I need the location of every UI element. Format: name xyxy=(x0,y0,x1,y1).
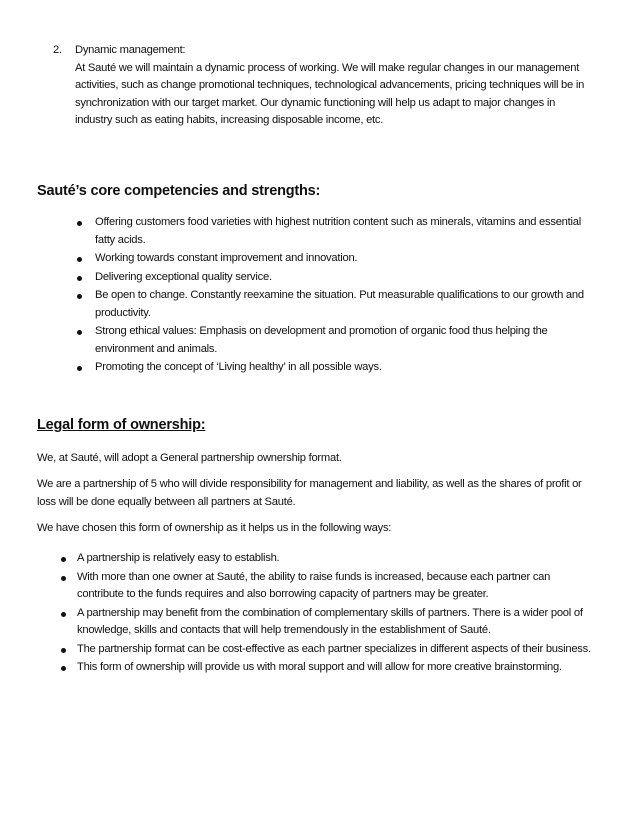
list-item xyxy=(75,269,595,287)
bullet-icon xyxy=(77,257,82,262)
list-item-text: Be open to change. Constantly reexamine the situation. Put measurable qualifications to our growth and productivity. xyxy=(95,289,584,319)
list-item-text: A partnership may benefit from the combination of complementary skills of partners. There is a wider pool of knowledge, skills and contacts that will help tremendously in the establishment of Sauté. xyxy=(77,606,583,636)
legal-paragraph-2: We are a partnership of 5 who will divide responsibility for management and liability, as well as the shares of profit or loss will be done equally between all partners at Sauté. xyxy=(37,478,582,508)
list-number: 2. xyxy=(53,44,62,56)
list-item-text: This form of ownership will provide us with moral support and will allow for more creative brainstorming. xyxy=(77,661,562,673)
core-competencies-heading: Sauté’s core competencies and strengths: xyxy=(37,183,321,199)
list-item xyxy=(59,569,599,604)
bullet-icon xyxy=(77,330,82,335)
list-item xyxy=(75,287,595,322)
bullet-icon xyxy=(77,294,82,299)
list-item-text: Delivering exceptional quality service. xyxy=(95,270,272,283)
legal-form-heading: Legal form of ownership: xyxy=(37,417,206,433)
list-item-text: Working towards constant improvement and innovation. xyxy=(95,252,358,264)
section-body: At Sauté we will maintain a dynamic process of working. We will make regular changes in our management activities, such as change promotional techniques, technological advancements, pricing techniques will be in synchronization with our target market. Our dynamic functioning will help us adapt to major changes in industry such as eating habits, increasing disposable income, etc. xyxy=(75,61,585,126)
list-item xyxy=(59,659,599,677)
legal-paragraph-1: We, at Sauté, will adopt a General partnership ownership format. xyxy=(37,452,342,464)
bullet-icon xyxy=(61,648,66,653)
partnership-benefits-list xyxy=(59,550,599,678)
section-title: Dynamic management: xyxy=(75,44,186,56)
bullet-icon xyxy=(61,557,66,562)
list-item-text: Offering customers food varieties with highest nutrition content such as minerals, vitamins and essential fatty acids. xyxy=(95,216,581,246)
bullet-icon xyxy=(61,666,66,671)
bullet-icon xyxy=(61,612,66,617)
core-competencies-list xyxy=(75,214,595,378)
list-item xyxy=(59,550,599,568)
list-item-text: With more than one owner at Sauté, the ability to raise funds is increased, because each partner can contribute to the funds requires and also borrowing capacity of partners may be greater. xyxy=(77,570,551,600)
list-item-text: Promoting the concept of ‘Living healthy’ in all possible ways. xyxy=(95,361,382,373)
list-item xyxy=(75,359,595,377)
list-item xyxy=(75,323,595,358)
list-item-text: Strong ethical values: Emphasis on development and promotion of organic food thus helping the environment and animals. xyxy=(95,325,548,355)
list-item-text: A partnership is relatively easy to establish. xyxy=(77,552,280,564)
list-item-text: The partnership format can be cost-effective as each partner specializes in different aspects of their business. xyxy=(77,642,591,655)
list-item xyxy=(59,605,599,640)
dynamic-management-section xyxy=(53,42,613,130)
bullet-icon xyxy=(61,576,66,581)
legal-paragraph-3: We have chosen this form of ownership as it helps us in the following ways: xyxy=(37,522,392,534)
bullet-icon xyxy=(77,366,82,371)
list-item xyxy=(75,250,595,268)
list-item xyxy=(59,641,599,659)
bullet-icon xyxy=(77,221,82,226)
bullet-icon xyxy=(77,276,82,281)
list-item xyxy=(75,214,595,249)
